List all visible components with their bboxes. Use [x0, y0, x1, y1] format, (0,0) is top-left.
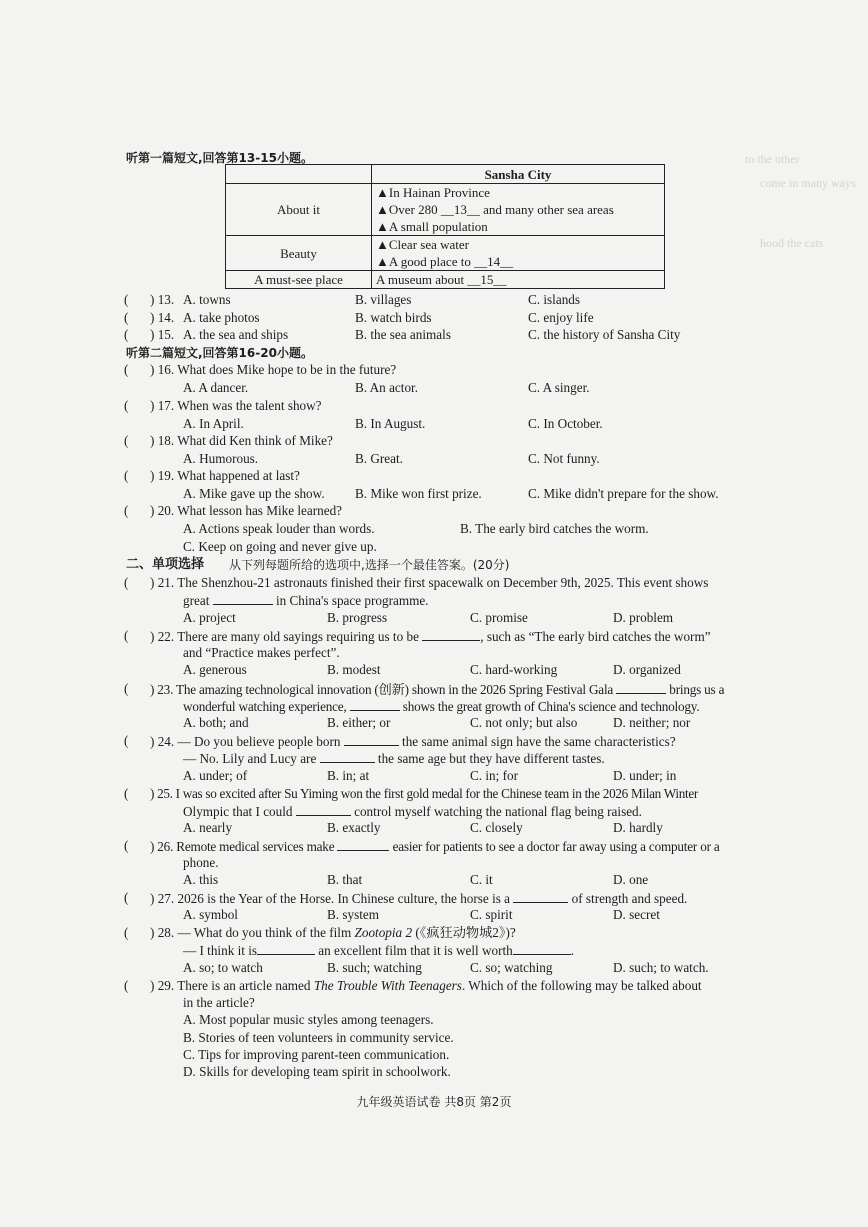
question-21-stem-line2: great in China's space programme. — [183, 593, 429, 608]
answer-blank[interactable] — [344, 733, 399, 746]
option-b[interactable]: B. The early bird catches the worm. — [460, 521, 649, 536]
listening-instruction-2: 听第二篇短文,回答第16-20小题。 — [126, 346, 313, 360]
option-d[interactable]: D. under; in — [613, 768, 677, 783]
option-c[interactable]: C. not only; but also — [470, 715, 578, 730]
answer-paren[interactable]: ( — [124, 733, 129, 748]
option-a[interactable]: A. this — [183, 872, 219, 887]
option-c[interactable]: C. so; watching — [470, 960, 553, 975]
question-13-number: ) 13. — [150, 292, 175, 307]
table-row-items: ▲In Hainan Province ▲Over 280 __13__ and many other sea areas ▲A small population — [372, 184, 665, 236]
option-c[interactable]: C. enjoy life — [528, 310, 594, 325]
question-21-stem: ) 21. The Shenzhou-21 astronauts finished their first spacewalk on December 9th, 2025. This event shows — [150, 575, 709, 590]
question-22-stem-line2: and “Practice makes perfect”. — [183, 645, 340, 660]
question-29-stem: ) 29. There is an article named The Trouble With Teenagers. Which of the following may be talked about — [150, 978, 702, 993]
table-row-label: A must-see place — [226, 271, 372, 289]
option-b[interactable]: B. that — [327, 872, 363, 887]
option-c[interactable]: C. Tips for improving parent-teen communication. — [183, 1047, 450, 1062]
sansha-city-table — [225, 164, 665, 289]
option-d[interactable]: D. such; to watch. — [613, 960, 709, 975]
option-b[interactable]: B. Stories of teen volunteers in community service. — [183, 1030, 454, 1045]
bleed-through-text: to the other — [745, 152, 800, 166]
option-d[interactable]: D. one — [613, 872, 649, 887]
answer-blank[interactable] — [257, 942, 315, 955]
question-23-stem: ) 23. The amazing technological innovation (创新) shown in the 2026 Spring Festival Gala brings us a — [150, 682, 725, 697]
question-14-number: ) 14. — [150, 310, 175, 325]
option-c[interactable]: C. Keep on going and never give up. — [183, 539, 377, 554]
option-b[interactable]: B. system — [327, 907, 380, 922]
option-c[interactable]: C. Not funny. — [528, 451, 600, 466]
question-25-stem: ) 25. I was so excited after Su Yiming won the first gold medal for the Chinese team in the 2026 Milan Winter — [150, 786, 698, 801]
table-row-items: ▲Clear sea water ▲A good place to __14__ — [372, 236, 665, 271]
question-15-number: ) 15. — [150, 327, 175, 342]
answer-paren[interactable]: ( — [124, 628, 129, 643]
answer-paren[interactable]: ( — [124, 575, 129, 590]
option-a[interactable]: A. In April. — [183, 416, 244, 431]
answer-paren[interactable]: ( — [124, 292, 129, 307]
page-footer: 九年级英语试卷 共8页 第2页 — [356, 1095, 512, 1109]
option-a[interactable]: A. both; and — [183, 715, 249, 730]
question-29-stem-line2: in the article? — [183, 995, 255, 1010]
option-a[interactable]: A. towns — [183, 292, 231, 307]
option-a[interactable]: A. nearly — [183, 820, 233, 835]
option-a[interactable]: A. Most popular music styles among teenagers. — [183, 1012, 434, 1027]
answer-blank[interactable] — [337, 838, 389, 851]
option-a[interactable]: A. under; of — [183, 768, 248, 783]
option-b[interactable]: B. watch birds — [355, 310, 432, 325]
option-b[interactable]: B. the sea animals — [355, 327, 451, 342]
option-d[interactable]: D. neither; nor — [613, 715, 691, 730]
answer-blank[interactable] — [213, 592, 273, 605]
option-a[interactable]: A. Actions speak louder than words. — [183, 521, 375, 536]
table-row-items: A museum about __15__ — [372, 271, 665, 289]
option-a[interactable]: A. A dancer. — [183, 380, 249, 395]
section-2-description: 从下列每题所给的选项中,选择一个最佳答案。(20分) — [229, 558, 510, 572]
option-a[interactable]: A. symbol — [183, 907, 238, 922]
answer-blank[interactable] — [513, 890, 568, 903]
option-a[interactable]: A. take photos — [183, 310, 260, 325]
answer-paren[interactable]: ( — [124, 310, 129, 325]
option-c[interactable]: C. A singer. — [528, 380, 590, 395]
answer-paren[interactable]: ( — [124, 468, 129, 483]
option-c[interactable]: C. it — [470, 872, 493, 887]
answer-paren[interactable]: ( — [124, 925, 129, 940]
question-26-stem: ) 26. Remote medical services make easier for patients to see a doctor far away using a computer or a — [150, 839, 720, 854]
question-18-stem: ) 18. What did Ken think of Mike? — [150, 433, 333, 448]
option-a[interactable]: A. so; to watch — [183, 960, 263, 975]
question-17-stem: ) 17. When was the talent show? — [150, 398, 322, 413]
question-26-stem-line2: phone. — [183, 855, 219, 870]
question-19-stem: ) 19. What happened at last? — [150, 468, 300, 483]
answer-paren[interactable]: ( — [124, 681, 129, 696]
bleed-through-text: come in many ways — [760, 176, 856, 190]
option-c[interactable]: C. hard-working — [470, 662, 558, 677]
answer-paren[interactable]: ( — [124, 398, 129, 413]
option-c[interactable]: C. the history of Sansha City — [528, 327, 681, 342]
option-d[interactable]: D. Skills for developing team spirit in schoolwork. — [183, 1064, 451, 1079]
answer-blank[interactable] — [296, 803, 351, 816]
answer-blank[interactable] — [320, 750, 375, 763]
option-c[interactable]: C. Mike didn't prepare for the show. — [528, 486, 719, 501]
option-b[interactable]: B. in; at — [327, 768, 370, 783]
answer-paren[interactable]: ( — [124, 890, 129, 905]
option-d[interactable]: D. organized — [613, 662, 681, 677]
answer-paren[interactable]: ( — [124, 838, 129, 853]
option-b[interactable]: B. progress — [327, 610, 388, 625]
question-23-stem-line2: wonderful watching experience, shows the great growth of China's science and technology. — [183, 699, 700, 714]
option-b[interactable]: B. In August. — [355, 416, 426, 431]
answer-blank[interactable] — [350, 698, 400, 711]
option-a[interactable]: A. the sea and ships — [183, 327, 289, 342]
answer-blank[interactable] — [513, 942, 571, 955]
option-d[interactable]: D. problem — [613, 610, 674, 625]
question-28-stem-line2: — I think it is an excellent film that it is well worth . — [183, 943, 575, 958]
option-c[interactable]: C. In October. — [528, 416, 603, 431]
question-24-stem: ) 24. — Do you believe people born the same animal sign have the same characteristics? — [150, 734, 676, 749]
option-d[interactable]: D. hardly — [613, 820, 663, 835]
option-a[interactable]: A. Humorous. — [183, 451, 259, 466]
answer-paren[interactable]: ( — [124, 327, 129, 342]
answer-paren[interactable]: ( — [124, 433, 129, 448]
question-16-stem: ) 16. What does Mike hope to be in the future? — [150, 362, 397, 377]
option-c[interactable]: C. promise — [470, 610, 528, 625]
bleed-through-text: hood the cats — [760, 236, 824, 250]
answer-paren[interactable]: ( — [124, 503, 129, 518]
option-c[interactable]: C. closely — [470, 820, 523, 835]
section-2-title: 二、单项选择 — [126, 557, 205, 572]
option-b[interactable]: B. Mike won first prize. — [355, 486, 482, 501]
option-b[interactable]: B. modest — [327, 662, 381, 677]
option-b[interactable]: B. such; watching — [327, 960, 422, 975]
option-c[interactable]: C. islands — [528, 292, 581, 307]
option-a[interactable]: A. project — [183, 610, 236, 625]
question-28-stem: ) 28. — What do you think of the film Zootopia 2 (《疯狂动物城2》)? — [150, 925, 516, 940]
option-a[interactable]: A. generous — [183, 662, 247, 677]
option-b[interactable]: B. either; or — [327, 715, 391, 730]
answer-blank[interactable] — [422, 628, 480, 641]
option-a[interactable]: A. Mike gave up the show. — [183, 486, 325, 501]
table-row-label: About it — [226, 184, 372, 236]
question-25-stem-line2: Olympic that I could control myself watching the national flag being raised. — [183, 804, 642, 819]
question-22-stem: ) 22. There are many old sayings requiring us to be , such as “The early bird catches the worm” — [150, 629, 711, 644]
question-20-stem: ) 20. What lesson has Mike learned? — [150, 503, 343, 518]
answer-paren[interactable]: ( — [124, 978, 129, 993]
listening-instruction-1: 听第一篇短文,回答第13-15小题。 — [126, 151, 313, 165]
question-24-stem-line2: — No. Lily and Lucy are the same age but they have different tastes. — [183, 751, 605, 766]
answer-paren[interactable]: ( — [124, 786, 129, 801]
question-27-stem: ) 27. 2026 is the Year of the Horse. In Chinese culture, the horse is a of strength and speed. — [150, 891, 688, 906]
answer-blank[interactable] — [616, 681, 666, 694]
option-b[interactable]: B. exactly — [327, 820, 381, 835]
option-d[interactable]: D. secret — [613, 907, 660, 922]
table-row-label: Beauty — [226, 236, 372, 271]
option-b[interactable]: B. An actor. — [355, 380, 418, 395]
table-title: Sansha City — [372, 165, 665, 184]
option-c[interactable]: C. in; for — [470, 768, 518, 783]
option-c[interactable]: C. spirit — [470, 907, 513, 922]
option-b[interactable]: B. Great. — [355, 451, 403, 466]
answer-paren[interactable]: ( — [124, 362, 129, 377]
option-b[interactable]: B. villages — [355, 292, 412, 307]
